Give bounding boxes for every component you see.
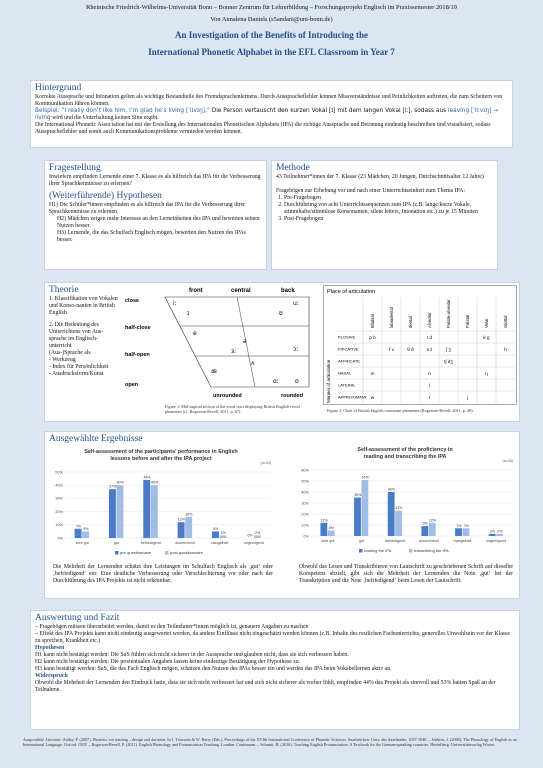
consonant-symbol: k g xyxy=(483,334,490,340)
x-tick-label: sehr gut xyxy=(321,539,335,543)
references xyxy=(23,737,520,747)
bar xyxy=(395,511,402,536)
bar xyxy=(429,523,436,536)
hintergrund-section xyxy=(30,80,513,148)
methode-heading: Methode xyxy=(276,163,310,173)
y-tick-label: 50% xyxy=(301,479,309,484)
vowel-symbol: æ xyxy=(211,368,217,375)
x-tick-label: gut xyxy=(359,539,364,543)
vowel-label-open: open xyxy=(125,382,139,388)
bar-value-label: 2% xyxy=(255,530,261,535)
vowel-symbol: iː xyxy=(173,300,177,307)
methode-item: 2. Durchführung von acht Unterrichtssequenzen zum IPA (z.B. lange/kurze Vokale, stimmhafte/stimmlose Konsonanten, silent letters, Intonation etc.) zu je 15 Minuten xyxy=(284,202,493,216)
y-tick-label: 40% xyxy=(55,483,63,488)
x-tick-label: befriedigend xyxy=(140,541,161,545)
poster-title-line2: International Phonetic Alphabet in the EFL Classroom in Year 7 xyxy=(148,47,395,57)
vowel-symbol: ə xyxy=(243,338,247,345)
consonant-symbol: m xyxy=(370,370,375,376)
theorie-heading: Theorie xyxy=(49,285,79,295)
hintergrund-p4: Die International Phonetic Association hat mit der Erstellung des Internationalen Phonetischen Alphabets (IPA) die richtige Aussprache und Betonung eindeutig beschreiben und visualisiert, sodass Ausspracheflehler und somit auch Kommunikationsprobleme vermieden werden können. xyxy=(35,122,491,135)
theorie-section xyxy=(44,282,520,422)
vowel-symbol: uː xyxy=(293,300,299,307)
fazit-heading: Auswertung und Fazit xyxy=(35,613,120,623)
vowel-label-half-open: half-open xyxy=(125,352,150,358)
bar-value-label: 37% xyxy=(109,484,117,489)
fragestellung-heading: Fragestellung xyxy=(49,163,101,173)
consonant-symbol: h xyxy=(504,346,507,352)
bar xyxy=(320,523,327,536)
bar xyxy=(178,522,185,538)
y-tick-label: 20% xyxy=(301,512,309,517)
consonant-symbol: ŋ xyxy=(485,370,488,376)
consonant-place-header: Place of articulation xyxy=(327,289,375,295)
y-tick-label: 50% xyxy=(55,470,63,475)
theorie-p1: 1. Klassifikation von Vokalen und Konso-nanten in British English xyxy=(49,296,118,316)
methode-section xyxy=(271,160,498,270)
x-tick-label: ungenügend xyxy=(486,539,507,543)
bar xyxy=(354,498,361,537)
theorie-p3: (Aus-)Sprache als xyxy=(49,350,91,356)
y-tick-label: 30% xyxy=(55,496,63,501)
fragestellung-section xyxy=(44,160,267,270)
consonant-symbol: θ ð xyxy=(407,346,414,352)
methode-fragebogen: Fragebögen zur Erhebung vor und nach einer Unterrichtseinheit zum Thema IPA: xyxy=(276,188,465,194)
bar xyxy=(109,489,116,538)
bar-value-label: 7% xyxy=(463,523,469,528)
vowel-label-central: central xyxy=(231,288,251,294)
hintergrund-p3: wird und die Unterhaltung keinen Sinn ergibt. xyxy=(50,115,159,121)
consonant-chart-caption: Figure 2: Chart of British English consonant phonemes (Rogerson-Revell, 2011, p. 49). xyxy=(327,408,474,413)
consonant-manner-label: NASAL xyxy=(338,370,352,376)
vowel-label-back: back xyxy=(281,288,295,294)
vowel-chart xyxy=(123,285,311,403)
x-tick-label: ungenügend xyxy=(243,541,264,545)
consonant-symbol: r xyxy=(428,394,431,400)
vowel-symbol: ʊ xyxy=(279,310,283,317)
consonant-symbol: l xyxy=(428,382,431,388)
bar-value-label: 23% xyxy=(395,506,403,511)
bar xyxy=(489,534,496,536)
consonant-symbol: t d xyxy=(426,334,433,340)
consonant-symbol: tʃ dʒ xyxy=(444,358,453,364)
consonant-place-label: Bilabial xyxy=(370,314,375,328)
bar-value-label: 2% xyxy=(489,529,496,534)
vowel-symbol: ɑː xyxy=(273,378,279,385)
fazit-item: – Effekt des IPA Projekts kann nicht eindeutig ausgewertet werden, da andere Einflüsse nicht eingeschätzt werden können (z.B. Inhalte des restlichen Fachunterrichts, generelles Unwohlsein vor der Klasse zu sprechen, Krankheit etc.) xyxy=(35,631,510,644)
x-tick-label: mangelhaft xyxy=(210,541,229,545)
bar xyxy=(362,480,369,536)
hintergrund-leaving: leaving [ˈliːvɪŋ] → living xyxy=(35,108,499,121)
y-tick-label: 0% xyxy=(57,536,63,541)
consonant-symbol: f v xyxy=(389,346,394,352)
bar-value-label: 0% xyxy=(247,533,253,538)
bar-value-label: 16% xyxy=(185,512,193,517)
chart-title-line: lessons before and after the IPA project xyxy=(110,456,212,462)
x-tick-label: ausreichend xyxy=(419,539,439,543)
methode-participants: 43 Teilnehmer*innen der 7. Klasse (23 Mädchen, 20 Jungen, Durchschnittsalter 12 Jahre) xyxy=(276,174,484,180)
consonant-manner-label: FRICATIVE xyxy=(338,346,359,352)
fazit-item-text: Effekt des IPA Projekts kann nicht eindeutig ausgewertet werden, da andere Einflüsse nicht eingeschätzt werden können (z.B. Inhalte des restlichen Fachunterrichts, generelles Unwohlsein vor der Klasse zu sprechen, Krankheit etc.) xyxy=(35,631,510,644)
methode-item: 1. Pre-Fragebogen xyxy=(284,195,493,202)
theorie-bullet: - Ausdrucksform/Kunst xyxy=(49,371,104,377)
fazit-hypothesen-heading: Hypothesen xyxy=(35,645,65,651)
consonant-manner-label: APPROXIMANT xyxy=(338,394,368,400)
theorie-p2: 2. Die Bedeutung des Unterrichtens von Aus-sprache im Englisch-unterricht xyxy=(49,322,104,349)
references-label: Ausgewählte Literatur: xyxy=(23,737,62,742)
consonant-symbol: w xyxy=(370,394,375,400)
ergebnisse-text-left: Die Mehrheit der Lernenden schätzt ihre Leistungen im Schulfach Englisch als ‚gut‘ oder ‚befriedigend‘ ein: Eine deutliche Verbesserung oder Verschlechterung vor oder nach der Durchführung des IPA Projekts ist nicht erkennbar. xyxy=(53,564,273,584)
bar-value-label: 51% xyxy=(361,475,369,480)
consonant-place-label: dental xyxy=(408,316,413,328)
consonant-symbol: p b xyxy=(369,334,376,340)
fazit-section xyxy=(30,610,520,730)
ergebnisse-heading: Ausgewählte Ergebnisse xyxy=(49,434,143,444)
consonant-place-label: Velar xyxy=(484,318,489,328)
consonant-place-label: Glottal xyxy=(503,315,508,328)
bar xyxy=(220,535,227,538)
widerspruch-text: Obwohl die Mehrheit der Lernenden den Eindruck hatte, dass sie sich nicht verbessert hat und sich nicht sicherer als vorher fühlt, empfinden 44% das Projekt als sinnvoll und 53% hatten Spaß an der Teilnahme. xyxy=(35,680,496,693)
legend-label: transcribing the IPA xyxy=(414,548,449,553)
fazit-item-text: Fragebögen müssen überarbeitet werden, damit es den Teilnehmer*innen möglich ist, genauere Angaben zu machen xyxy=(39,624,309,630)
consonant-place-label: labiodental xyxy=(389,307,394,328)
ergebnisse-section xyxy=(44,431,520,599)
references-text: Ashby, P. (2007). Phonetic vot training – design and duration. In J. Trouvain & W. Barry (Eds.), Proceedings of the XVIth International Conference of Phonetic Sciences. Saarbrücken: Univ. des Saarlandes, 1037-1040. – Jenkins, J. (2000). The Phonology of English as an International Language. Oxford: OUP. – Rogerson-Revell, P. (2011). English Phonology and Pronunciation Teaching. London: Continuum. – Schmitt, H. (2016). Teaching English Pronunciation: A Textbook for the German-speaking countries. Heidelberg: Universitätsverlag Winter. xyxy=(23,737,517,747)
fazit-h1: H1 kann nicht bestätigt werden: Die SuS fühlen sich nicht sicherer in der Aussprache und glauben nicht, dass sie sich verbessert haben. xyxy=(35,652,349,658)
y-tick-label: 20% xyxy=(55,509,63,514)
hypothese-1: H1) Die Schüler*innen empfinden es als hilfreich das IPA für die Verbesserung ihrer Sprachkenntnisse zu erlernen. xyxy=(49,202,246,215)
hypothese-2: H2) Mädchen zeigen mehr Interesse an den Lerneinheiten des IPA und bewerten seinen Nutzen besser. xyxy=(57,216,260,229)
methode-item: 3. Post-Fragebogen xyxy=(284,216,493,223)
legend-label: post-questionnaire xyxy=(170,550,203,555)
fragestellung-text: Inwiefern empfinden Lernende einer 7. Klasse es als hilfreich das IPA für die Verbesserung ihrer Sprachkenntnisse zu erlernen? xyxy=(49,174,261,187)
vowel-symbol: ɜː xyxy=(231,348,237,355)
vowel-label-front: front xyxy=(189,288,203,294)
hintergrund-p1: Korrekte Aussprache und Intonation gelten als wichtige Bestandteile des Fremdsprachenlernens. Durch Ausspracheflehler können Missverständnisse und Peinlichkeiten auftreten, die zum Scheitern von Kommunikation führen können. xyxy=(35,94,503,107)
chart-title-line: Self-assessment of the proficiency in xyxy=(357,447,453,453)
vowel-symbol: ɒ xyxy=(295,378,299,385)
vowel-label-unrounded: unrounded xyxy=(213,393,242,399)
x-tick-label: ausreichend xyxy=(175,541,195,545)
poster-header xyxy=(0,0,543,58)
vowel-label-close: close xyxy=(125,298,140,304)
ipa-proficiency-chart xyxy=(293,444,517,558)
bar-value-label: 7% xyxy=(456,523,462,528)
theorie-text xyxy=(49,285,119,378)
chart-n-note: (n=43) xyxy=(260,461,271,465)
bar xyxy=(496,534,503,536)
institution-line: Rheinische Friedrich-Wilhelms-Universität Bonn – Bonner Zentrum für Lehrerbildung – Forschungsprojekt Englisch im Praxissemester 2018/19 xyxy=(86,4,457,11)
legend-swatch xyxy=(409,549,413,553)
consonant-manner-label: PLOSIVE xyxy=(338,334,356,340)
consonant-place-label: Palato-alveolar xyxy=(446,299,451,328)
bar-value-label: 5% xyxy=(83,526,89,531)
legend-label: pre-questionnaire xyxy=(120,550,152,555)
widerspruch-heading: Widerspruch xyxy=(35,673,68,679)
vowel-symbol: ɔː xyxy=(293,346,299,353)
vowel-symbol: ʌ xyxy=(251,360,255,367)
bar-value-label: 2% xyxy=(497,529,503,534)
x-tick-label: sehr gut xyxy=(75,541,89,545)
methode-list xyxy=(276,195,493,223)
consonant-place-label: Palatal xyxy=(465,314,470,328)
hintergrund-heading: Hintergrund xyxy=(35,83,82,93)
bar-value-label: 5% xyxy=(213,526,219,531)
bar xyxy=(82,531,89,538)
bar xyxy=(421,526,428,536)
consonant-chart xyxy=(323,285,517,405)
hintergrund-text xyxy=(35,94,508,136)
bar-value-label: 40% xyxy=(151,480,159,485)
y-tick-label: 30% xyxy=(301,501,309,506)
y-tick-label: 0% xyxy=(303,534,309,539)
ergebnisse-text-right: Obwohl das Lesen und Transkribieren von Lautschrift zu geschriebenen Schrift auf dieselbe Kompetenz abzielt, gibt sich die Mehrheit der Lernenden die Note ‚gut‘ bei der Transkription und die Note ‚befriedigend‘ beim Lesen der Lautschrift. xyxy=(299,564,513,584)
hypothese-3: H3) Lernende, die das Schulfach Englisch mögen, bewerten den Nutzen des IPAs besser. xyxy=(57,230,246,243)
consonant-manner-label: AFFRICATE xyxy=(338,358,360,364)
bar-value-label: 5% xyxy=(328,526,335,530)
legend-swatch xyxy=(359,549,363,553)
hintergrund-example: Beispiel: “I really don’t like him. I’m glad he’s living [ˈlɪvɪŋ].” xyxy=(35,108,210,114)
bar xyxy=(254,535,261,538)
bar-value-label: 44% xyxy=(143,475,151,480)
bar xyxy=(388,492,395,536)
consonant-symbol: s z xyxy=(426,346,433,352)
vowel-symbol: e xyxy=(193,330,197,337)
bar xyxy=(212,531,219,538)
y-tick-label: 10% xyxy=(55,523,63,528)
consonant-symbol: n xyxy=(428,370,431,376)
bar xyxy=(185,517,192,538)
consonant-symbol: ʃ ʒ xyxy=(446,346,451,352)
consonant-manner-label: LATERAL xyxy=(338,382,356,388)
consonant-place-label: Alveolar xyxy=(427,312,432,328)
vowel-chart-caption: Figure 1: Mid-sagittal section of the vocal tract displaying British English vowel phonemes (cf. Rogerson-Revell, 2011, p. 67). xyxy=(165,404,301,414)
fazit-item: – Fragebögen müssen überarbeitet werden, damit es den Teilnehmer*innen möglich ist, genauere Angaben zu machen xyxy=(35,624,309,630)
bar-value-label: 7% xyxy=(75,524,81,529)
bar-value-label: 12% xyxy=(320,518,328,523)
fazit-h2: H2 kann nicht bestätigt werden: Die prozentualen Angaben lassen keine eindeutige Bestätigung der Hypothese zu. xyxy=(35,659,301,665)
bar-value-label: 2% xyxy=(220,530,226,535)
bar-value-label: 40% xyxy=(387,487,396,492)
chart-n-note: (n=43) xyxy=(502,459,513,463)
x-tick-label: gut xyxy=(114,541,119,545)
consonant-symbol: j xyxy=(466,394,469,400)
bar-value-label: 35% xyxy=(354,493,362,497)
legend-swatch xyxy=(115,551,119,555)
hypothesen-heading: (Weiterführende) Hypothesen xyxy=(49,191,162,201)
vowel-label-rounded: rounded xyxy=(281,393,303,399)
vowel-symbol: ɪ xyxy=(187,310,190,317)
legend-swatch xyxy=(165,551,169,555)
y-tick-label: 60% xyxy=(301,468,309,473)
bar xyxy=(143,480,150,538)
bar-value-label: 12% xyxy=(177,517,185,522)
bar xyxy=(151,485,158,538)
bar xyxy=(328,531,335,537)
chart-title-line: Self-assessment of the participants’ performance in English xyxy=(84,449,238,455)
bar xyxy=(75,529,82,538)
consonant-manner-header: Manner of articulation xyxy=(326,359,331,403)
hintergrund-p2: Die Person vertauscht den kurzen Vokal [ɪ] mit dem langen Vokal [iː], sodass aus xyxy=(209,108,448,114)
author-line: Von Annalena Daniels (s5andani@uni-bonn.de) xyxy=(210,16,333,23)
legend-label: reading the IPA xyxy=(364,548,392,553)
x-tick-label: befriedigend xyxy=(385,539,406,543)
fazit-list xyxy=(35,624,515,645)
chart-title-line: reading and transcribing the IPA xyxy=(363,454,447,460)
bar xyxy=(463,528,470,536)
fazit-h3: H3 kann bestätigt werden: SuS, die das Fach Englisch mögen, schätzen den Nutzen des IPAs besser ein und werden das IPA beim Vokabellernen aktiv an. xyxy=(35,666,392,672)
y-tick-label: 10% xyxy=(301,523,309,528)
bar xyxy=(117,485,124,538)
y-tick-label: 40% xyxy=(301,490,309,495)
bar-value-label: 40% xyxy=(116,480,124,485)
theorie-bullet: - Werkzeug xyxy=(49,357,76,363)
performance-chart xyxy=(47,446,275,560)
x-tick-label: mangelhaft xyxy=(453,539,472,543)
bar-value-label: 9% xyxy=(422,521,428,526)
bar xyxy=(455,528,462,536)
vowel-label-half-close: half-close xyxy=(125,325,151,331)
bar-value-label: 12% xyxy=(428,518,437,523)
poster-title-line1: An Investigation of the Benefits of Introducing the xyxy=(174,30,369,40)
theorie-bullet: - Index für Persönlichkeit xyxy=(49,364,109,370)
